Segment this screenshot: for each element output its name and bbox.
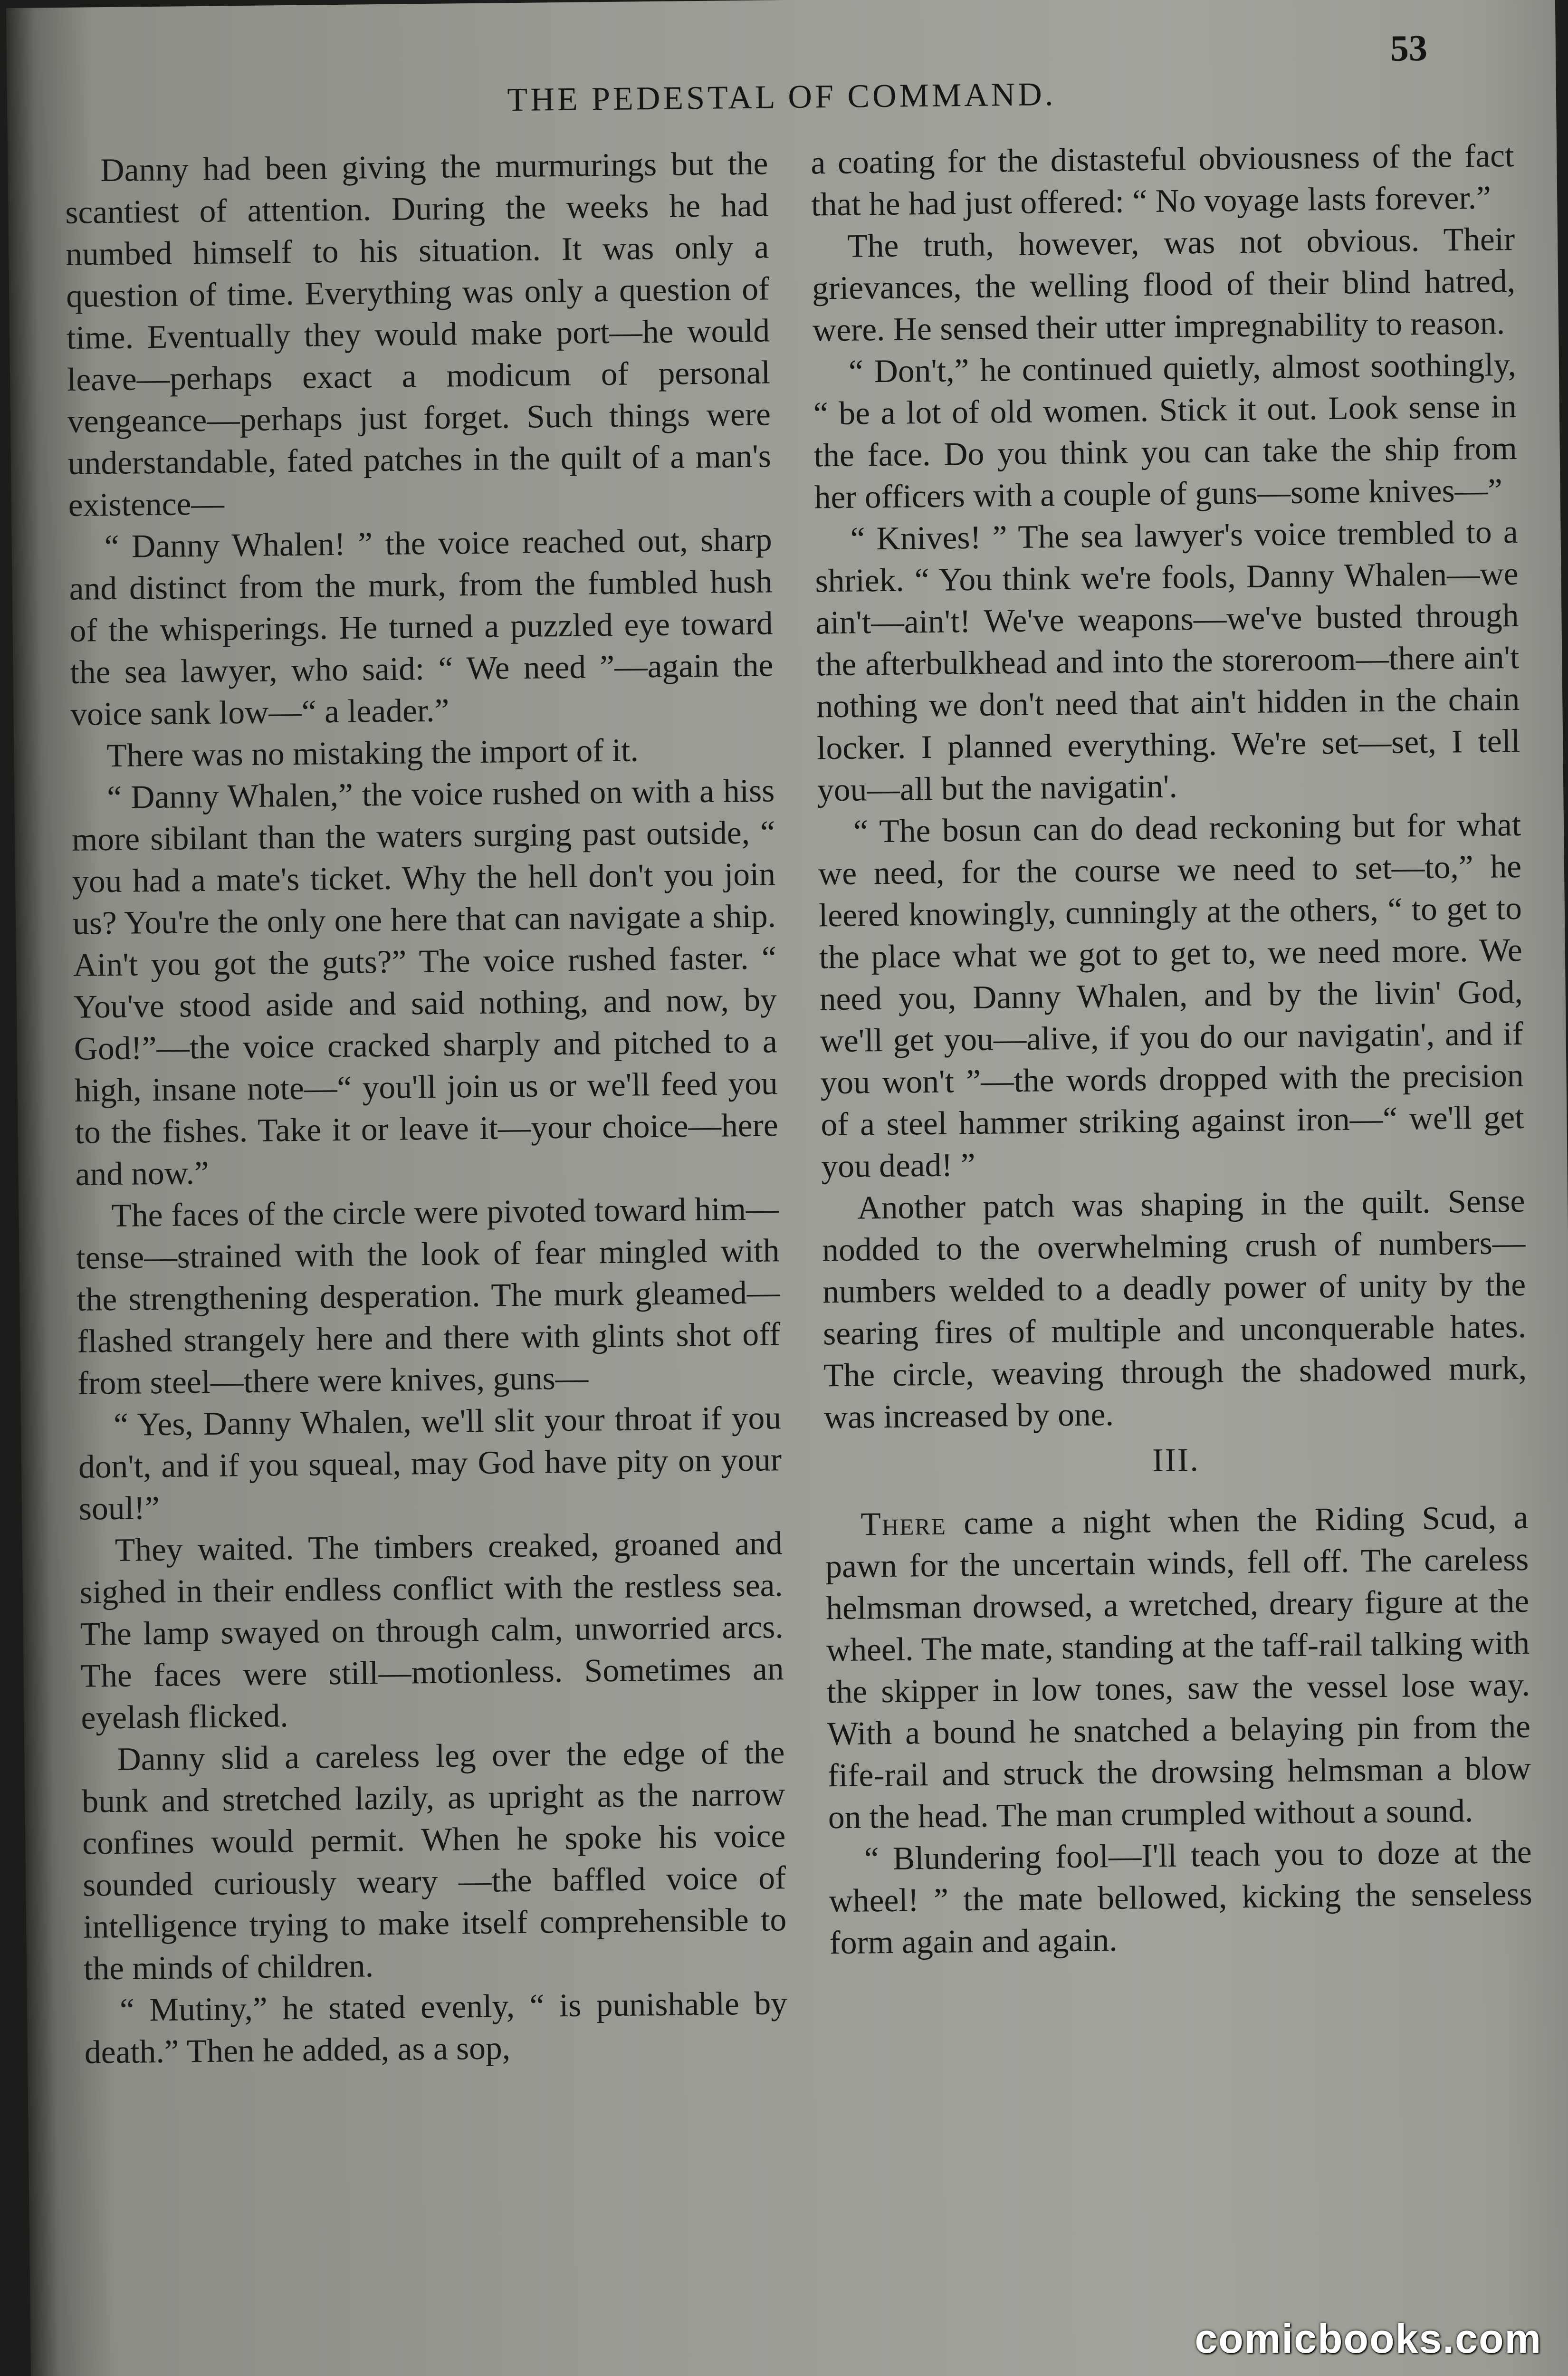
paragraph: There was no mistaking the import of it.: [106, 732, 639, 775]
paragraph: [825, 1497, 1531, 1839]
running-head: THE PEDESTAL OF COMMAND.: [507, 76, 1056, 119]
paragraph: “ Yes, Danny Whalen, we'll slit your throat if you don't, and if you squeal, may God have pity on your soul!”: [78, 1399, 782, 1527]
paragraph-continuation: a coating for the distasteful obviousness of the fact that he had just offered: “ No voyage lasts forever.”: [810, 137, 1514, 223]
paragraph: “ Don't,” he continued quietly, almost soothingly, “ be a lot of old women. Stick it out. Look sense in the face. Do you think you can take the ship from her officers with a couple of guns—some knives—”: [813, 346, 1518, 516]
paragraph: They waited. The timbers creaked, groaned and sighed in their endless conflict with the restless sea. The lamp swayed on through calm, unworried arcs. The faces were still—motionless. Sometimes an eyelash flicked.: [79, 1525, 784, 1736]
paragraph: “ Danny Whalen,” the voice rushed on with a hiss more sibilant than the waters surging past outside, “ you had a mate's ticket. Why the hell don't you join us? You're the only one here that can navigate a ship. Ain't you got the guts?” The voice rushed faster. “ You've stood aside and said nothing, and now, by God!”—the voice cracked sharply and pitched to a high, insane note—“ you'll join us or we'll feed you to the fishes. Take it or leave it—your choice—here and now.”: [71, 772, 778, 1193]
watermark: comicbooks.com: [1195, 2316, 1542, 2362]
section-heading: III.: [1152, 1442, 1200, 1479]
paragraph: “ Blundering fool—I'll teach you to doze at the wheel! ” the mate bellowed, kicking the senseless form again and again.: [829, 1833, 1532, 1962]
left-column: [65, 143, 791, 2376]
paragraph: The truth, however, was not obvious. Their grievances, the welling flood of their blind hatred, were. He sensed their utter impregnability to reason.: [812, 220, 1516, 349]
paragraph: “ Danny Whalen! ” the voice reached out, sharp and distinct from the murk, from the fumbled hush of the whisperings. He turned a puzzled eye toward the sea lawyer, who said: “ We need ”—again the voice sank low—“ a leader.”: [69, 521, 774, 733]
paragraph: The faces of the circle were pivoted toward him—tense—strained with the look of fear mingled with the strengthening desperation. The murk gleamed—flashed strangely here and there with glints shot off from steel—there were knives, guns—: [76, 1190, 781, 1402]
right-column: [811, 135, 1537, 2376]
paragraph: “ Knives! ” The sea lawyer's voice trembled to a shriek. “ You think we're fools, Danny Whalen—we ain't—ain't! We've weapons—we've busted through the afterbulkhead and into the storeroom—there ain't nothing we don't need that ain't hidden in the chain locker. I planned everything. We're set—set, I tell you—all but the navigatin'.: [815, 513, 1520, 809]
paragraph: Danny slid a careless leg over the edge of the bunk and stretched lazily, as upright as the narrow confines would permit. When he spoke his voice sounded curiously weary —the baffled voice of intelligence trying to make itself comprehensible to the minds of children.: [81, 1734, 787, 1987]
paragraph-text: came a night when the Riding Scud, a pawn for the uncertain winds, fell off. The careless helmsman drowsed, a wretched, dreary figure at the wheel. The mate, standing at the taff-rail talking with the skipper in low tones, saw the vessel lose way. With a bound he snatched a belaying pin from the fife-rail and struck the drowsing helmsman a blow on the head. The man crumpled without a sound.: [825, 1499, 1531, 1836]
paragraph: Another patch was shaping in the quilt. Sense nodded to the overwhelming crush of numbers—numbers welded to a deadly power of unity by the searing fires of multiple and unconquerable hates. The circle, weaving through the shadowed murk, was increased by one.: [822, 1182, 1527, 1436]
page-number: 53: [1390, 27, 1428, 69]
paragraph: Danny had been giving the murmurings but the scantiest of attention. During the weeks he had numbed himself to his situation. It was only a question of time. Everything was only a question of time. Eventually they would make port—he would leave—perhaps exact a modicum of personal vengeance—perhaps just forget. Such things were understandable, fated patches in the quilt of a man's existence—: [65, 145, 772, 524]
paragraph: “ The bosun can do dead reckoning but for what we need, for the course we need to set—to,” he leered knowingly, cunningly at the others, “ to get to the place what we got to get to, we need more. We need you, Danny Whalen, and by the livin' God, we'll get you—alive, if you do our navigatin', and if you won't ”—the words dropped with the precision of a steel hammer striking against iron—“ we'll get you dead! ”: [818, 806, 1524, 1185]
paragraph: “ Mutiny,” he stated evenly, “ is punishable by death.” Then he added, as a sop,: [84, 1985, 788, 2071]
smallcaps-lead: There: [860, 1505, 947, 1543]
book-page: [6, 0, 1568, 2376]
